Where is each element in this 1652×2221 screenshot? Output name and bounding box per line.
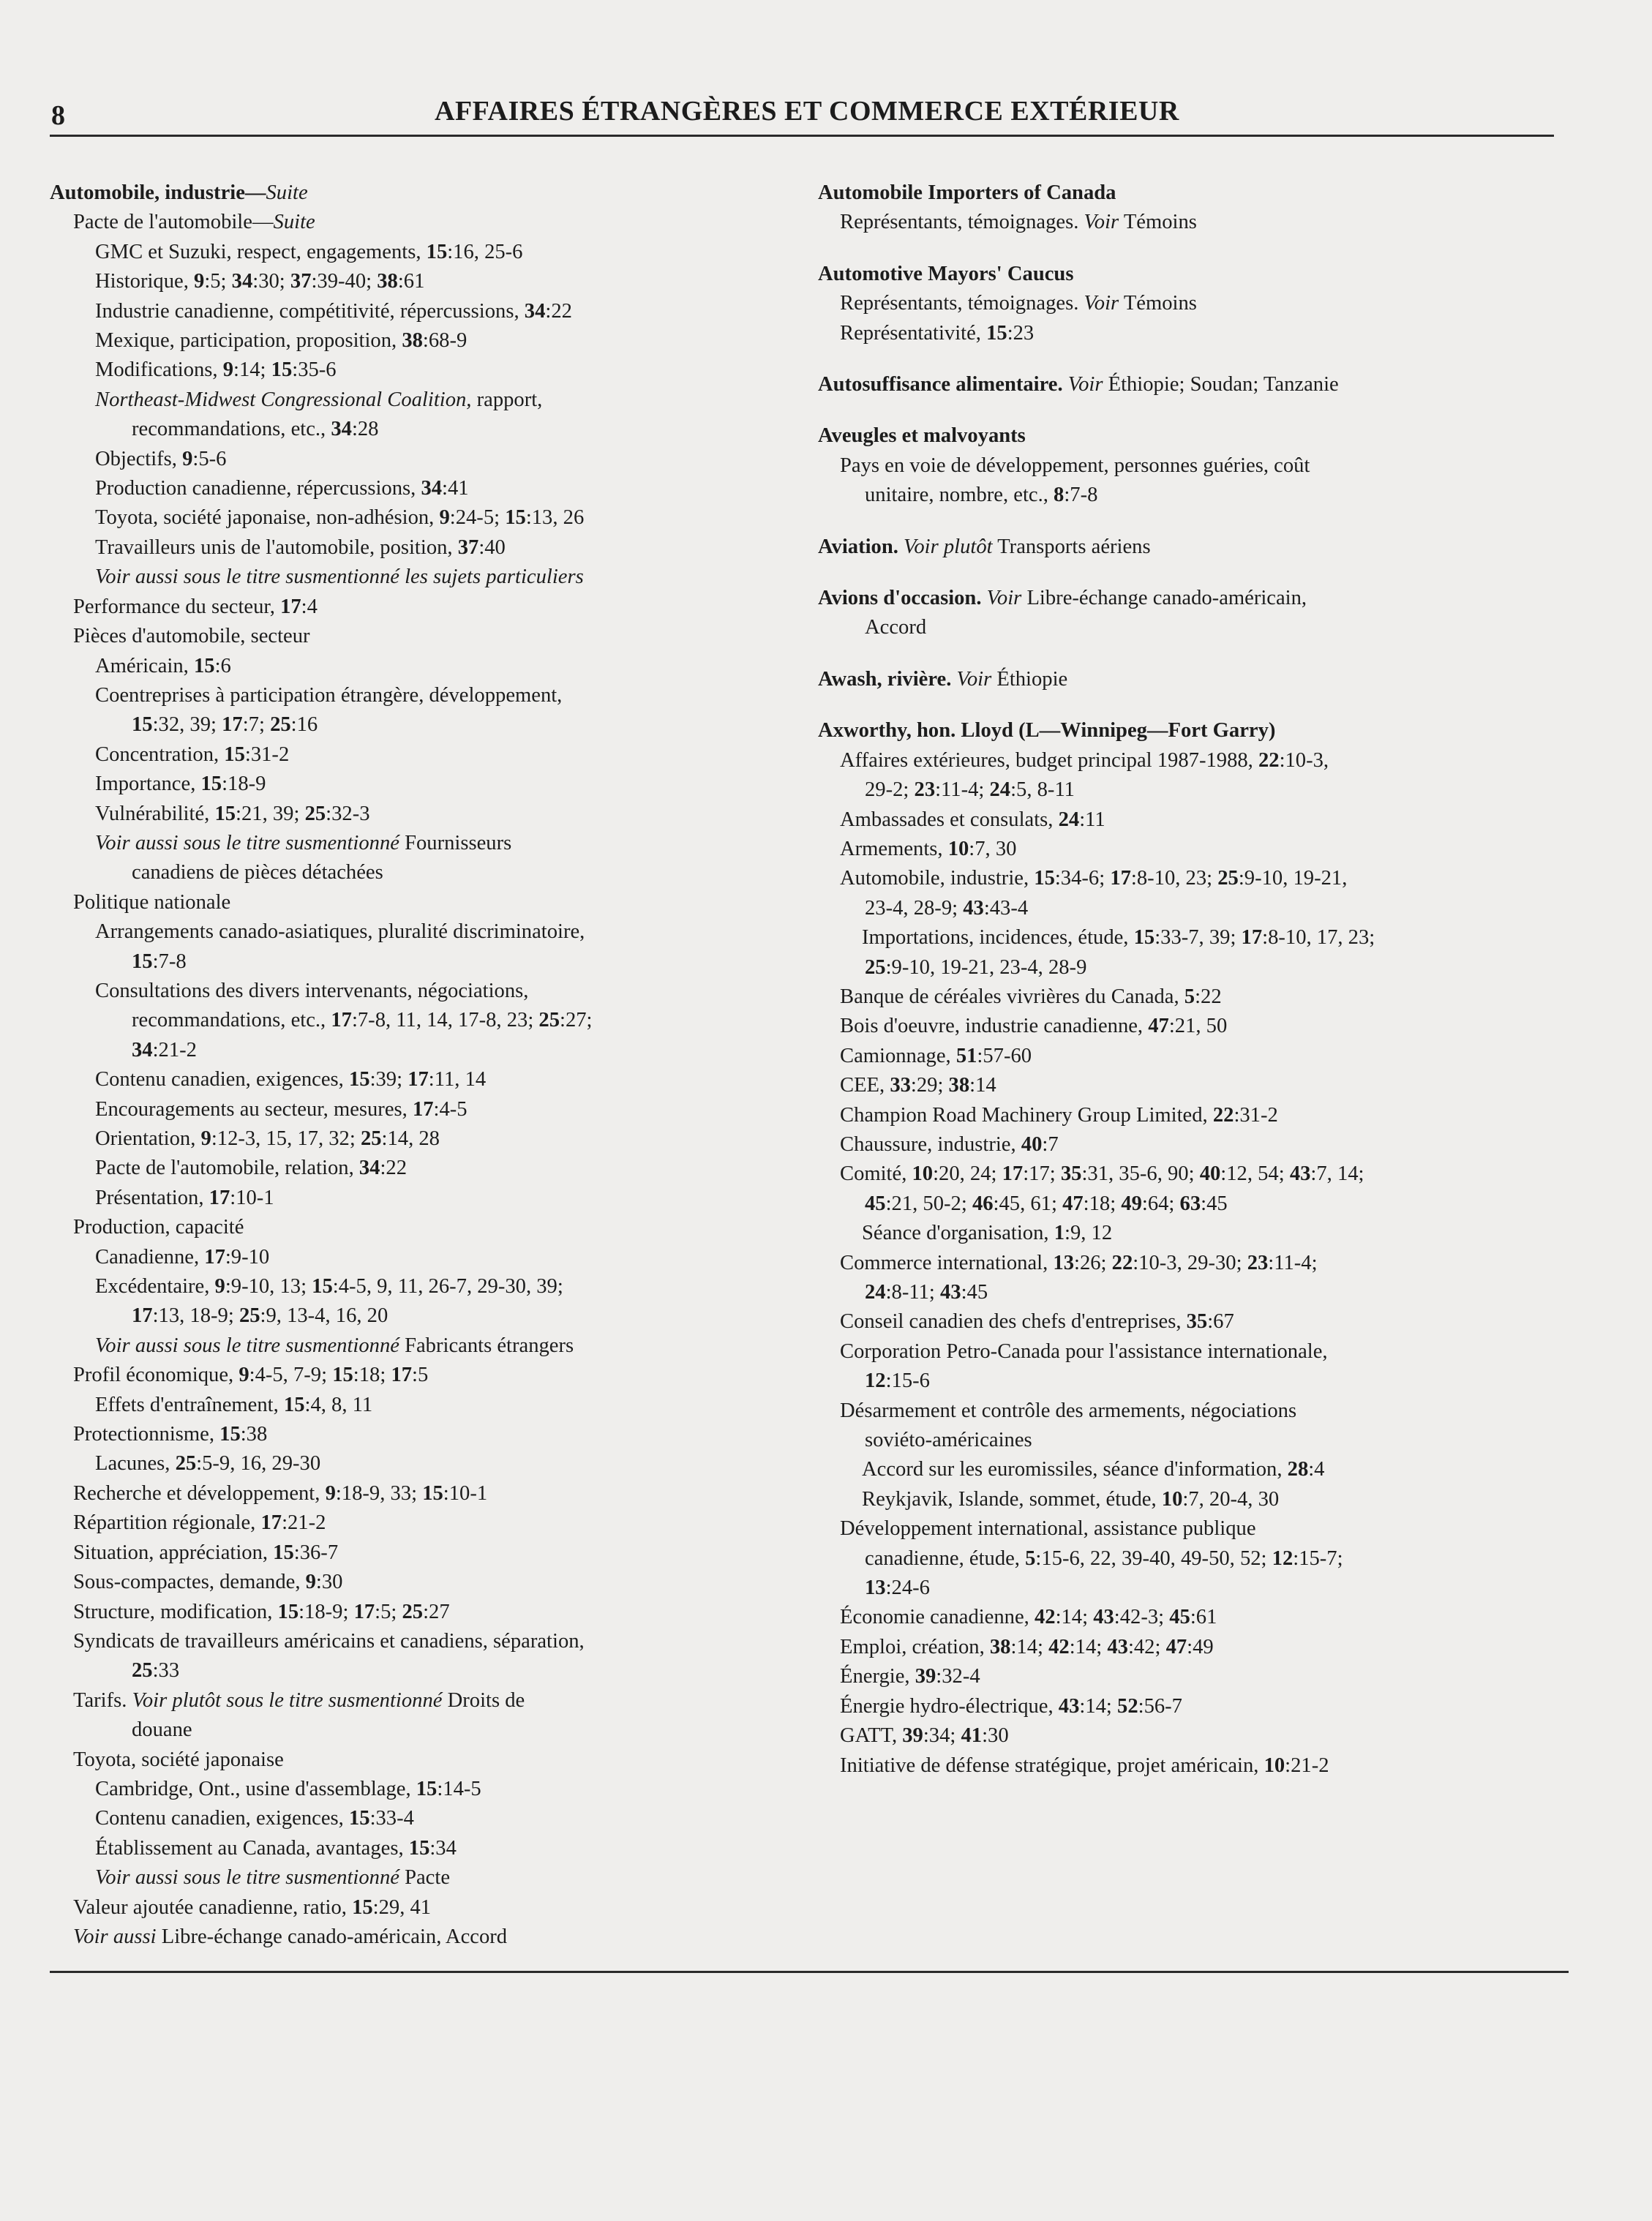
index-entry: GATT, 39:34; 41:30 (840, 1724, 1009, 1748)
index-entry: recommandations, etc., 17:7-8, 11, 14, 17-8, 23; 25:27; (132, 1009, 593, 1032)
index-entry: 15:7-8 (132, 950, 187, 973)
index-entry: 15:32, 39; 17:7; 25:16 (132, 713, 318, 737)
index-entry: Concentration, 15:31-2 (95, 743, 290, 766)
index-entry: Cambridge, Ont., usine d'assemblage, 15:14-5 (95, 1777, 481, 1800)
index-entry: Toyota, société japonaise, non-adhésion, 9:24-5; 15:13, 26 (95, 506, 585, 530)
index-entry: Pièces d'automobile, secteur (73, 625, 310, 648)
index-entry: Consultations des divers intervenants, négociations, (95, 979, 529, 1002)
index-entry: Américain, 15:6 (95, 654, 231, 677)
index-entry: Syndicats de travailleurs américains et canadiens, séparation, (73, 1629, 585, 1653)
index-entry: CEE, 33:29; 38:14 (840, 1074, 996, 1097)
index-entry: Production canadienne, répercussions, 34:41 (95, 477, 469, 500)
index-entry: 13:24-6 (865, 1577, 930, 1600)
index-entry: Recherche et développement, 9:18-9, 33; 15:10-1 (73, 1481, 488, 1505)
index-entry: Contenu canadien, exigences, 15:33-4 (95, 1807, 414, 1830)
index-entry: Économie canadienne, 42:14; 43:42-3; 45:61 (840, 1606, 1217, 1629)
index-entry: Voir aussi sous le titre susmentionné Pacte (95, 1866, 451, 1890)
index-entry: Canadienne, 17:9-10 (95, 1245, 270, 1269)
index-entry: Énergie hydro-électrique, 43:14; 52:56-7 (840, 1694, 1182, 1718)
index-entry: Production, capacité (73, 1216, 244, 1239)
index-entry: Objectifs, 9:5-6 (95, 447, 227, 470)
index-entry: Chaussure, industrie, 40:7 (840, 1132, 1059, 1156)
index-entry: Champion Road Machinery Group Limited, 22:31-2 (840, 1103, 1278, 1127)
index-heading: Automobile, industrie—Suite (50, 181, 308, 204)
index-entry: 25:33 (132, 1659, 180, 1683)
index-entry: Effets d'entraînement, 15:4, 8, 11 (95, 1393, 373, 1416)
index-entry: Pacte de l'automobile, relation, 34:22 (95, 1157, 408, 1180)
index-entry: Banque de céréales vivrières du Canada, 5:22 (840, 985, 1222, 1008)
index-entry: Bois d'oeuvre, industrie canadienne, 47:21, 50 (840, 1015, 1228, 1038)
index-heading: Axworthy, hon. Lloyd (L—Winnipeg—Fort Garry) (818, 719, 1276, 743)
index-entry: Représentativité, 15:23 (840, 321, 1035, 345)
index-entry: Modifications, 9:14; 15:35-6 (95, 358, 337, 382)
index-entry: Armements, 10:7, 30 (840, 837, 1017, 860)
index-entry: 23-4, 28-9; 43:43-4 (865, 896, 1029, 920)
index-heading: Automotive Mayors' Caucus (818, 262, 1074, 285)
index-entry: Profil économique, 9:4-5, 7-9; 15:18; 17:5 (73, 1364, 429, 1387)
index-entry: Pays en voie de développement, personnes guéries, coût (840, 454, 1310, 477)
index-entry: 34:21-2 (132, 1038, 197, 1061)
index-entry: Protectionnisme, 15:38 (73, 1423, 268, 1446)
index-entry: Ambassades et consulats, 24:11 (840, 808, 1105, 831)
index-entry: Pacte de l'automobile—Suite (73, 211, 315, 234)
index-entry: Historique, 9:5; 34:30; 37:39-40; 38:61 (95, 270, 425, 293)
index-entry: 17:13, 18-9; 25:9, 13-4, 16, 20 (132, 1304, 388, 1328)
index-entry: recommandations, etc., 34:28 (132, 418, 379, 441)
index-entry: Séance d'organisation, 1:9, 12 (862, 1222, 1113, 1245)
index-entry: Voir aussi sous le titre susmentionné Fabricants étrangers (95, 1334, 574, 1357)
index-entry: Coentreprises à participation étrangère, développement, (95, 683, 563, 707)
index-entry: Excédentaire, 9:9-10, 13; 15:4-5, 9, 11, 26-7, 29-30, 39; (95, 1275, 563, 1299)
index-entry: Mexique, participation, proposition, 38:68-9 (95, 329, 468, 353)
footer-rule (50, 1971, 1569, 1973)
index-entry: Présentation, 17:10-1 (95, 1186, 274, 1209)
index-heading: Awash, rivière. Voir Éthiopie (818, 667, 1068, 691)
index-entry: Développement international, assistance publique (840, 1517, 1256, 1541)
index-entry: Travailleurs unis de l'automobile, position, 37:40 (95, 535, 506, 559)
index-entry: Structure, modification, 15:18-9; 17:5; 25:27 (73, 1600, 450, 1623)
index-entry: GMC et Suzuki, respect, engagements, 15:16, 25-6 (95, 240, 523, 263)
index-entry: canadiens de pièces détachées (132, 861, 383, 884)
index-heading: Avions d'occasion. Voir Libre-échange canado-américain, (818, 587, 1307, 610)
index-entry: Initiative de défense stratégique, projet américain, 10:21-2 (840, 1754, 1329, 1777)
index-entry: Représentants, témoignages. Voir Témoins (840, 211, 1197, 234)
page-number: 8 (51, 100, 65, 131)
index-entry: Voir aussi Libre-échange canado-américain, Accord (73, 1925, 508, 1948)
index-entry: soviéto-américaines (865, 1429, 1032, 1452)
index-entry: Encouragements au secteur, mesures, 17:4-5 (95, 1097, 468, 1121)
index-entry: Énergie, 39:32-4 (840, 1665, 980, 1688)
index-entry: Politique nationale (73, 890, 231, 914)
index-heading: Autosuffisance alimentaire. Voir Éthiopie; Soudan; Tanzanie (818, 373, 1339, 397)
index-entry: Automobile, industrie, 15:34-6; 17:8-10, 23; 25:9-10, 19-21, (840, 867, 1348, 890)
index-entry: Corporation Petro-Canada pour l'assistance internationale, (840, 1339, 1328, 1363)
index-column-left (50, 178, 811, 1952)
index-entry: Northeast-Midwest Congressional Coalition, rapport, (95, 388, 543, 411)
index-entry: Valeur ajoutée canadienne, ratio, 15:29, 41 (73, 1895, 432, 1919)
index-entry: Représentants, témoignages. Voir Témoins (840, 292, 1197, 315)
index-entry: Toyota, société japonaise (73, 1748, 284, 1771)
index-column-right (818, 178, 1579, 1781)
index-entry: 25:9-10, 19-21, 23-4, 28-9 (865, 955, 1087, 979)
index-heading: Aviation. Voir plutôt Transports aériens (818, 535, 1151, 558)
index-entry: Accord sur les euromissiles, séance d'information, 28:4 (862, 1458, 1325, 1481)
index-entry: 24:8-11; 43:45 (865, 1281, 988, 1304)
index-entry: Arrangements canado-asiatiques, pluralité discriminatoire, (95, 920, 585, 944)
index-entry: Conseil canadien des chefs d'entreprises, 35:67 (840, 1310, 1234, 1334)
index-entry: Voir aussi sous le titre susmentionné les sujets particuliers (95, 565, 584, 589)
index-entry: Répartition régionale, 17:21-2 (73, 1511, 326, 1535)
index-heading: Aveugles et malvoyants (818, 424, 1026, 448)
index-entry: Lacunes, 25:5-9, 16, 29-30 (95, 1452, 321, 1476)
index-entry: Comité, 10:20, 24; 17:17; 35:31, 35-6, 90; 40:12, 54; 43:7, 14; (840, 1162, 1364, 1186)
index-entry: Tarifs. Voir plutôt sous le titre susmentionné Droits de (73, 1688, 525, 1712)
index-entry: Performance du secteur, 17:4 (73, 595, 318, 618)
index-entry: Affaires extérieures, budget principal 1987-1988, 22:10-3, (840, 748, 1329, 772)
index-entry: 45:21, 50-2; 46:45, 61; 47:18; 49:64; 63:45 (865, 1192, 1228, 1215)
index-entry: 12:15-6 (865, 1369, 930, 1393)
running-title: AFFAIRES ÉTRANGÈRES ET COMMERCE EXTÉRIEUR (435, 96, 1179, 127)
index-entry: Accord (865, 616, 927, 639)
index-entry: Établissement au Canada, avantages, 15:34 (95, 1836, 457, 1860)
header-rule (50, 135, 1554, 137)
index-entry: Sous-compactes, demande, 9:30 (73, 1571, 343, 1594)
index-entry: douane (132, 1718, 192, 1742)
index-entry: Commerce international, 13:26; 22:10-3, 29-30; 23:11-4; (840, 1251, 1318, 1274)
index-entry: Vulnérabilité, 15:21, 39; 25:32-3 (95, 802, 370, 825)
index-entry: canadienne, étude, 5:15-6, 22, 39-40, 49-50, 52; 12:15-7; (865, 1547, 1343, 1570)
index-entry: Importance, 15:18-9 (95, 773, 266, 796)
index-entry: Reykjavik, Islande, sommet, étude, 10:7, 20-4, 30 (862, 1487, 1280, 1511)
index-entry: Voir aussi sous le titre susmentionné Fournisseurs (95, 831, 512, 854)
index-heading: Automobile Importers of Canada (818, 181, 1116, 204)
index-entry: Industrie canadienne, compétitivité, répercussions, 34:22 (95, 299, 572, 323)
index-entry: Contenu canadien, exigences, 15:39; 17:11, 14 (95, 1068, 487, 1091)
index-entry: Emploi, création, 38:14; 42:14; 43:42; 47:49 (840, 1635, 1214, 1658)
index-entry: unitaire, nombre, etc., 8:7-8 (865, 484, 1098, 507)
index-entry: 29-2; 23:11-4; 24:5, 8-11 (865, 778, 1075, 802)
index-entry: Orientation, 9:12-3, 15, 17, 32; 25:14, 28 (95, 1127, 440, 1150)
index-entry: Situation, appréciation, 15:36-7 (73, 1541, 339, 1564)
index-entry: Camionnage, 51:57-60 (840, 1044, 1032, 1067)
index-entry: Importations, incidences, étude, 15:33-7, 39; 17:8-10, 17, 23; (862, 926, 1375, 950)
index-entry: Désarmement et contrôle des armements, négociations (840, 1399, 1297, 1422)
